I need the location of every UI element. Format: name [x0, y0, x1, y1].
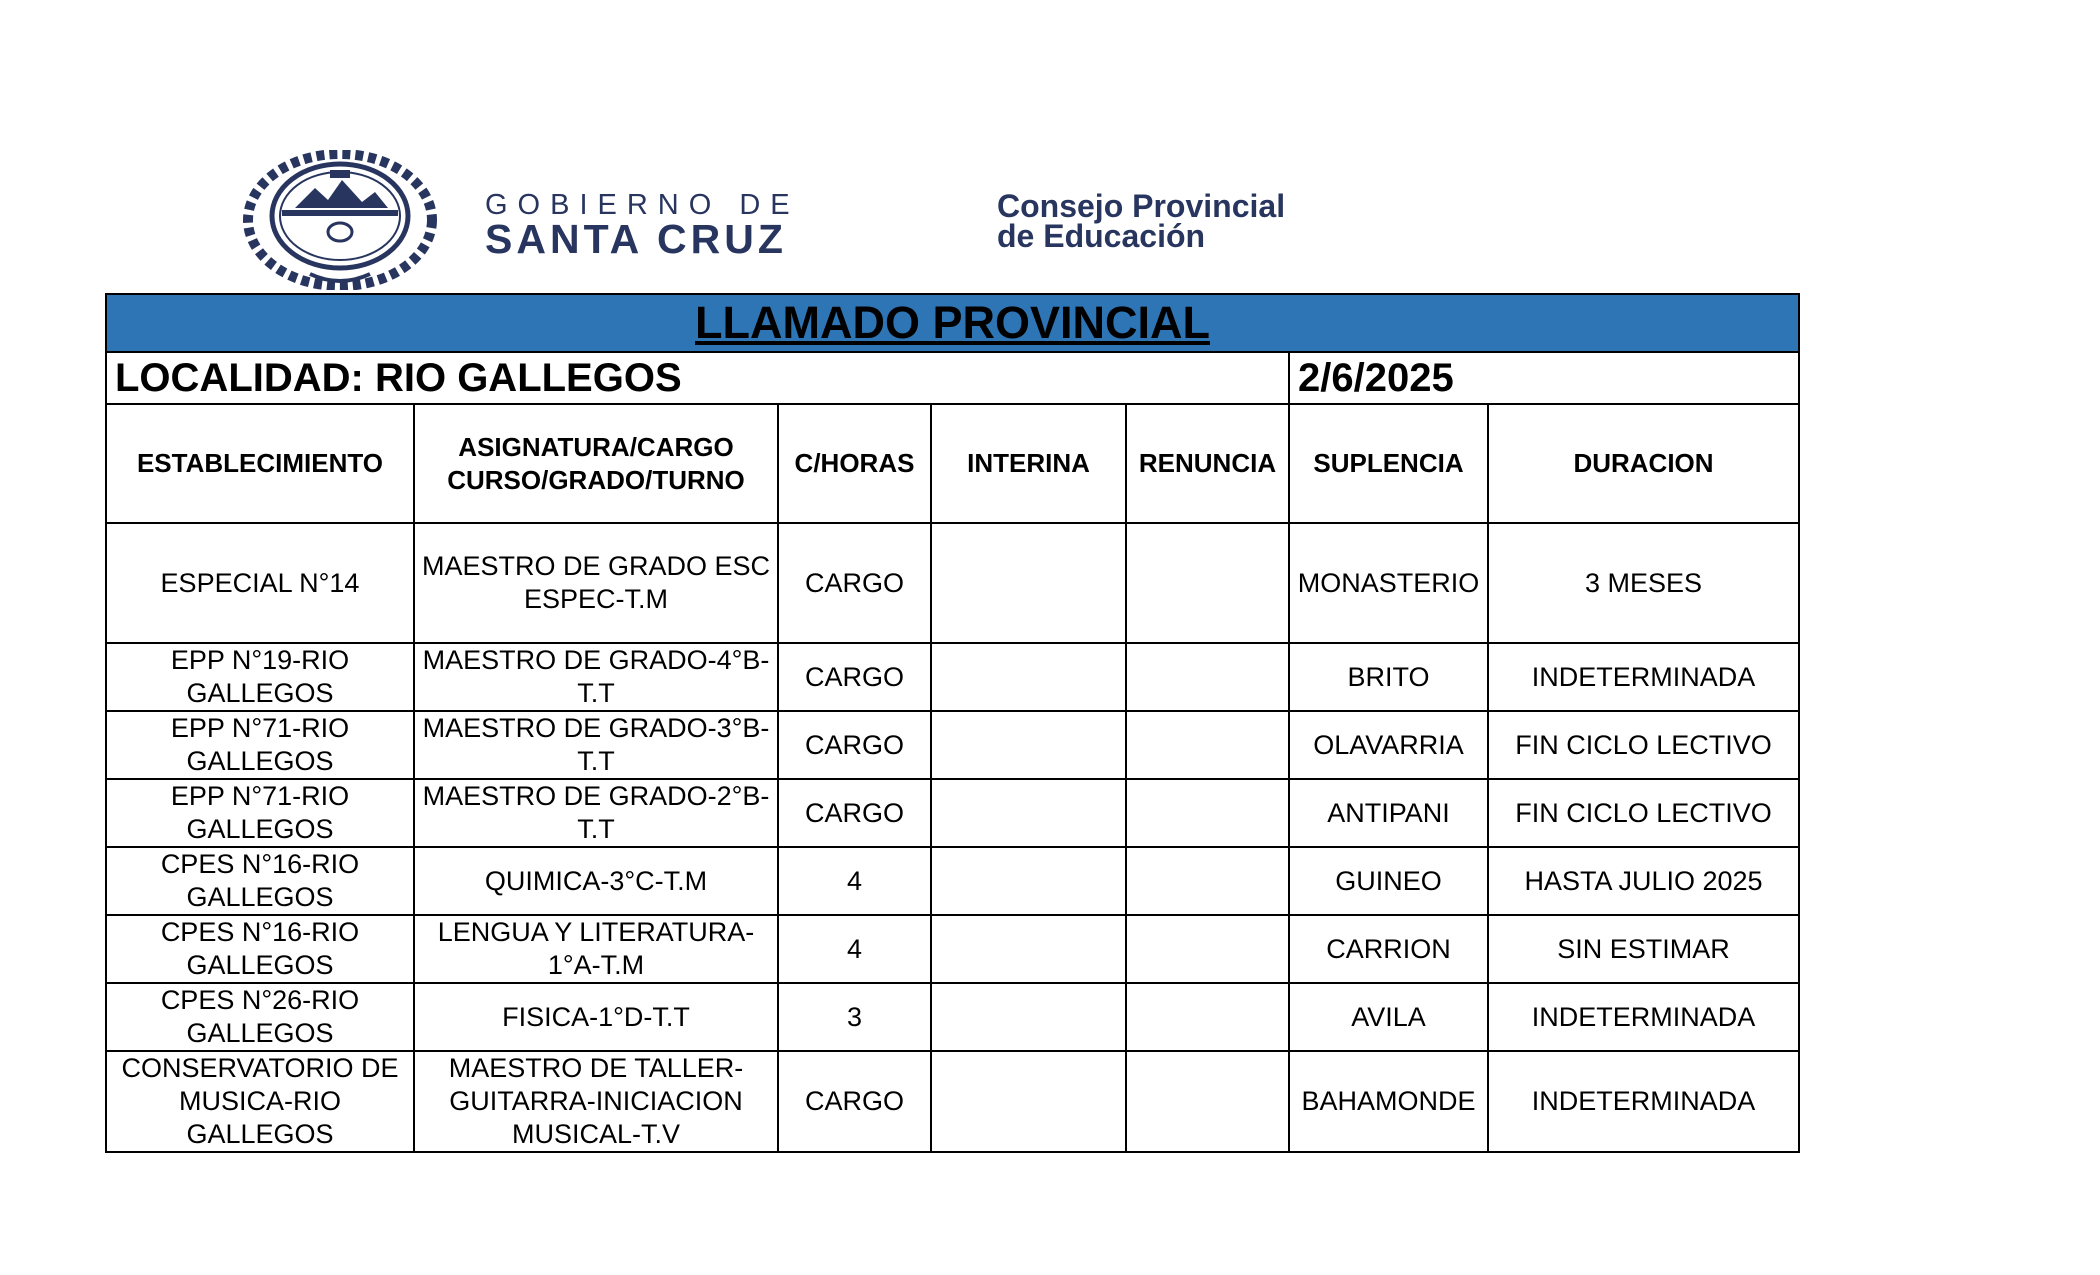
substitute-cell: ANTIPANI: [1289, 779, 1488, 847]
duration-cell: INDETERMINADA: [1488, 1051, 1799, 1152]
subject-cell: MAESTRO DE GRADO-4°B-T.T: [414, 643, 778, 711]
hours-cell: CARGO: [778, 643, 931, 711]
substitute-cell: AVILA: [1289, 983, 1488, 1051]
substitute-cell: CARRION: [1289, 915, 1488, 983]
establishment-cell: CPES N°16-RIO GALLEGOS: [106, 915, 414, 983]
subject-cell: MAESTRO DE GRADO-2°B-T.T: [414, 779, 778, 847]
establishment-cell: ESPECIAL N°14: [106, 523, 414, 643]
substitute-cell: BAHAMONDE: [1289, 1051, 1488, 1152]
column-header: DURACION: [1488, 404, 1799, 523]
table-row: [106, 779, 1799, 847]
table-row: [106, 711, 1799, 779]
page-header: [240, 150, 1440, 290]
interim-cell: [931, 711, 1126, 779]
subject-cell: MAESTRO DE GRADO ESC ESPEC-T.M: [414, 523, 778, 643]
hours-cell: CARGO: [778, 1051, 931, 1152]
interim-cell: [931, 1051, 1126, 1152]
subject-cell: QUIMICA-3°C-T.M: [414, 847, 778, 915]
vacancy-table: [105, 293, 1800, 1153]
table-row: [106, 983, 1799, 1051]
hours-cell: 4: [778, 915, 931, 983]
column-header: SUPLENCIA: [1289, 404, 1488, 523]
resignation-cell: [1126, 847, 1289, 915]
interim-cell: [931, 643, 1126, 711]
hours-cell: CARGO: [778, 779, 931, 847]
resignation-cell: [1126, 779, 1289, 847]
interim-cell: [931, 915, 1126, 983]
table-row: [106, 643, 1799, 711]
subject-cell: LENGUA Y LITERATURA-1°A-T.M: [414, 915, 778, 983]
subject-cell: MAESTRO DE TALLER-GUITARRA-INICIACION MUSICAL-T.V: [414, 1051, 778, 1152]
substitute-cell: OLAVARRIA: [1289, 711, 1488, 779]
interim-cell: [931, 983, 1126, 1051]
resignation-cell: [1126, 711, 1289, 779]
duration-cell: INDETERMINADA: [1488, 643, 1799, 711]
interim-cell: [931, 847, 1126, 915]
table-row: [106, 1051, 1799, 1152]
page-title: LLAMADO PROVINCIAL: [106, 294, 1799, 352]
government-line1: GOBIERNO DE: [485, 189, 800, 221]
duration-cell: FIN CICLO LECTIVO: [1488, 779, 1799, 847]
column-header: ASIGNATURA/CARGO CURSO/GRADO/TURNO: [414, 404, 778, 523]
establishment-cell: CPES N°16-RIO GALLEGOS: [106, 847, 414, 915]
duration-cell: SIN ESTIMAR: [1488, 915, 1799, 983]
council-logotype: [997, 188, 1286, 254]
duration-cell: 3 MESES: [1488, 523, 1799, 643]
duration-cell: HASTA JULIO 2025: [1488, 847, 1799, 915]
resignation-cell: [1126, 643, 1289, 711]
hours-cell: 4: [778, 847, 931, 915]
provincial-seal-logo: [240, 150, 440, 290]
table-row: [106, 915, 1799, 983]
hours-cell: CARGO: [778, 523, 931, 643]
column-header: C/HORAS: [778, 404, 931, 523]
hours-cell: 3: [778, 983, 931, 1051]
establishment-cell: EPP N°71-RIO GALLEGOS: [106, 711, 414, 779]
establishment-cell: CONSERVATORIO DE MUSICA-RIO GALLEGOS: [106, 1051, 414, 1152]
table-row: [106, 523, 1799, 643]
resignation-cell: [1126, 983, 1289, 1051]
interim-cell: [931, 523, 1126, 643]
hours-cell: CARGO: [778, 711, 931, 779]
substitute-cell: BRITO: [1289, 643, 1488, 711]
government-logotype: [485, 189, 800, 262]
column-header-row: [106, 404, 1799, 523]
council-line1: Consejo Provincial: [997, 188, 1286, 224]
table-row: [106, 847, 1799, 915]
column-header: RENUNCIA: [1126, 404, 1289, 523]
substitute-cell: MONASTERIO: [1289, 523, 1488, 643]
column-header: INTERINA: [931, 404, 1126, 523]
interim-cell: [931, 779, 1126, 847]
column-header: ESTABLECIMIENTO: [106, 404, 414, 523]
date-label: 2/6/2025: [1289, 352, 1799, 404]
establishment-cell: EPP N°19-RIO GALLEGOS: [106, 643, 414, 711]
subject-cell: MAESTRO DE GRADO-3°B-T.T: [414, 711, 778, 779]
resignation-cell: [1126, 1051, 1289, 1152]
subject-cell: FISICA-1°D-T.T: [414, 983, 778, 1051]
government-line2: SANTA CRUZ: [485, 216, 787, 262]
duration-cell: FIN CICLO LECTIVO: [1488, 711, 1799, 779]
locality-label: LOCALIDAD: RIO GALLEGOS: [106, 352, 1289, 404]
establishment-cell: EPP N°71-RIO GALLEGOS: [106, 779, 414, 847]
substitute-cell: GUINEO: [1289, 847, 1488, 915]
resignation-cell: [1126, 915, 1289, 983]
resignation-cell: [1126, 523, 1289, 643]
establishment-cell: CPES N°26-RIO GALLEGOS: [106, 983, 414, 1051]
council-line2: de Educación: [997, 218, 1206, 254]
duration-cell: INDETERMINADA: [1488, 983, 1799, 1051]
